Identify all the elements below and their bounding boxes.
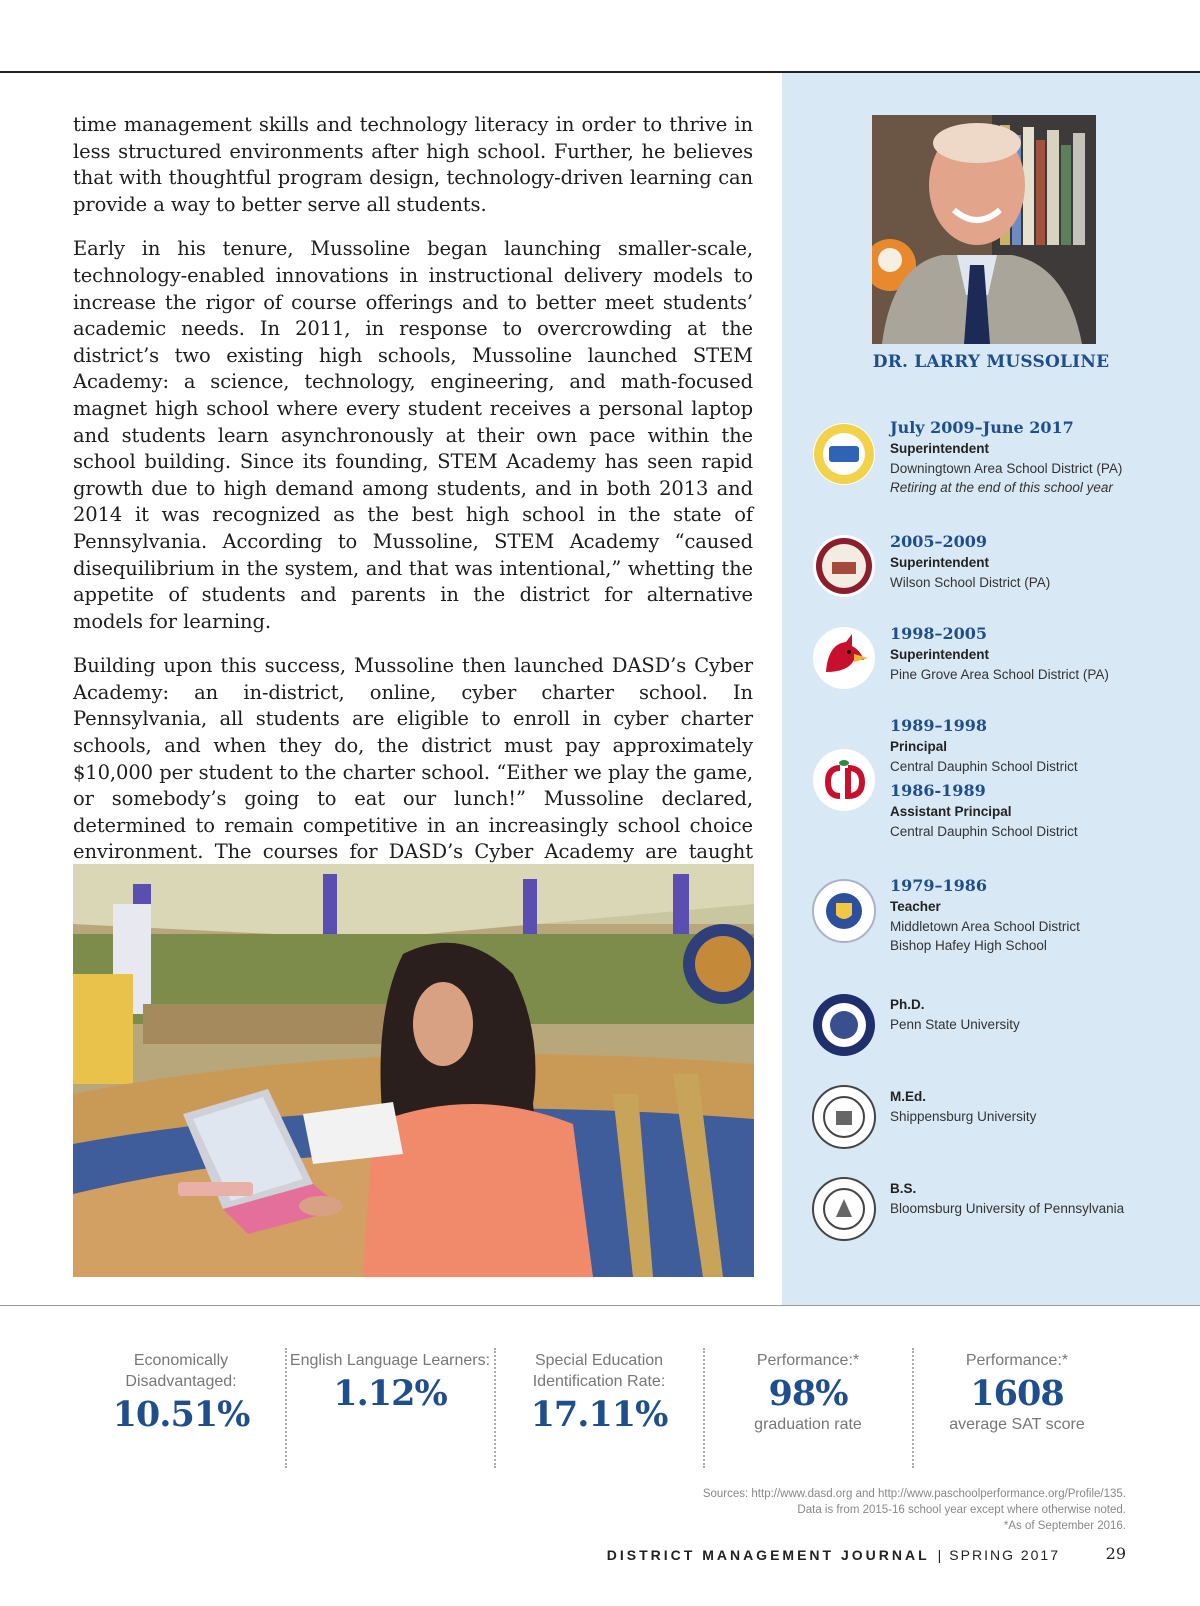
- cd-apple-icon: [812, 748, 876, 812]
- degree-entry: [890, 995, 1020, 1034]
- career-organization: Wilson School District (PA): [890, 575, 1051, 590]
- career-note: Retiring at the end of this school year: [890, 480, 1113, 495]
- degree-entry: [890, 1179, 1124, 1218]
- degree-title: Ph.D.: [890, 997, 925, 1012]
- page-number: 29: [1105, 1544, 1126, 1563]
- career-role: Superintendent: [890, 555, 990, 570]
- career-entry: [890, 623, 1109, 684]
- portrait-photo: [872, 115, 1096, 344]
- middletown-seal-icon: [812, 879, 876, 943]
- degree-entry: [890, 1087, 1036, 1126]
- degree-title: B.S.: [890, 1181, 917, 1196]
- stat-average-sat: [913, 1350, 1121, 1435]
- stat-subtitle: graduation rate: [754, 1416, 862, 1433]
- stat-graduation-rate: [704, 1350, 912, 1435]
- stat-value: 1.12%: [333, 1373, 447, 1414]
- stat-value: 98%: [768, 1373, 848, 1414]
- career-organization: Middletown Area School District: [890, 919, 1080, 934]
- sources-note: [526, 1486, 1126, 1534]
- career-role: Superintendent: [890, 441, 990, 456]
- penn-state-seal-icon: [812, 993, 876, 1057]
- stat-label: Performance:*: [756, 1352, 860, 1369]
- stat-value: 10.51%: [112, 1394, 250, 1435]
- stats-rule: [0, 1305, 1200, 1306]
- career-years: 1989–1998: [890, 716, 988, 735]
- career-role: Principal: [890, 739, 948, 754]
- bloomsburg-seal-icon: [812, 1177, 876, 1241]
- career-role: Assistant Principal: [890, 804, 1012, 819]
- career-years: 1979–1986: [890, 876, 988, 895]
- sources-line: *As of September 2016.: [1003, 1520, 1126, 1532]
- degree-title: M.Ed.: [890, 1089, 926, 1104]
- profile-name: DR. LARRY MUSSOLINE: [872, 352, 1110, 372]
- wilson-seal-icon: [812, 534, 876, 598]
- stat-value: 17.11%: [530, 1394, 668, 1435]
- stat-subtitle: average SAT score: [949, 1416, 1085, 1433]
- stat-label: Economically Disadvantaged:: [125, 1352, 237, 1390]
- career-years: 1986-1989: [890, 781, 986, 800]
- career-organization: Pine Grove Area School District (PA): [890, 667, 1109, 682]
- stat-label: Special Education Identification Rate:: [532, 1352, 666, 1390]
- shippensburg-seal-icon: [812, 1085, 876, 1149]
- article-paragraph: Building upon this success, Mussoline then launched DASD’s Cyber Academy: an in-district, online, cyber charter school. In Pennsylvania, all students are eligible to enroll in cyber charter schools, and when they do, the district must pay approximately $10,000 per student to the charter school. “Either we play the game, or somebody’s going to eat our lunch!” Mussoline declared, determined to remain competitive in an increasingly school choice environment. The courses for DASD’s Cyber Academy are taught: [73, 654, 753, 864]
- career-entry: [890, 417, 1122, 498]
- stat-label: Performance:*: [965, 1352, 1069, 1369]
- career-entry: [890, 715, 1078, 841]
- dasd-seal-icon: [812, 422, 876, 486]
- article-paragraph: Early in his tenure, Mussoline began launching smaller-scale, technology-enabled innovations in instructional delivery models to increase the rigor of course offerings and to better meet students’ academic needs. In 2011, in response to overcrowding at the district’s two existing high schools, Mussoline launched STEM Academy: a science, technology, engineering, and math-focused magnet high school where every student receives a personal laptop and students learn asynchronously at their own pace within the school building. Since its founding, STEM Academy has seen rapid growth due to high demand among students, and in both 2013 and 2014 it was recognized as the best high school in the state of Pennsylvania. According to Mussoline, STEM Academy “caused disequilibrium in the system, and that was intentional,” whetting the appetite of students and parents in the district for alternative models for learning.: [73, 237, 753, 633]
- career-role: Superintendent: [890, 647, 990, 662]
- career-entry: [890, 875, 1080, 955]
- stat-economically-disadvantaged: [77, 1350, 285, 1436]
- career-organization: Downingtown Area School District (PA): [890, 461, 1123, 476]
- career-entry: [890, 531, 1050, 592]
- stat-label: English Language Learners:: [289, 1352, 491, 1369]
- career-years: 1998–2005: [890, 624, 988, 643]
- career-role: Teacher: [890, 899, 941, 914]
- article-body: [73, 112, 753, 964]
- student-laptop-photo: [73, 864, 754, 1277]
- article-paragraph: time management skills and technology literacy in order to thrive in less structured environments after high school. Further, he believes that with thoughtful program design, technology-driven learning can provide a way to better serve all students.: [73, 113, 753, 216]
- journal-name: DISTRICT MANAGEMENT JOURNAL: [606, 1547, 930, 1563]
- sources-line: Data is from 2015-16 school year except where otherwise noted.: [797, 1504, 1126, 1516]
- career-years: 2005–2009: [890, 532, 988, 551]
- cardinal-icon: [812, 626, 876, 690]
- journal-footer: [607, 1547, 1060, 1563]
- career-organization: Central Dauphin School District: [890, 824, 1078, 839]
- footer-separator: |: [937, 1547, 942, 1563]
- degree-institution: Penn State University: [890, 1017, 1020, 1032]
- career-organization: Central Dauphin School District: [890, 759, 1078, 774]
- sources-line: Sources: http://www.dasd.org and http://www.paschoolperformance.org/Profile/135.: [702, 1488, 1126, 1500]
- journal-season: SPRING 2017: [949, 1547, 1060, 1563]
- stat-value: 1608: [970, 1373, 1064, 1414]
- career-organization: Bishop Hafey High School: [890, 938, 1047, 953]
- degree-institution: Shippensburg University: [890, 1109, 1037, 1124]
- degree-institution: Bloomsburg University of Pennsylvania: [890, 1201, 1125, 1216]
- career-years: July 2009–June 2017: [890, 418, 1074, 437]
- profile-sidebar: [782, 73, 1200, 1305]
- stat-english-language-learners: [286, 1350, 494, 1415]
- stat-special-education: [495, 1350, 703, 1436]
